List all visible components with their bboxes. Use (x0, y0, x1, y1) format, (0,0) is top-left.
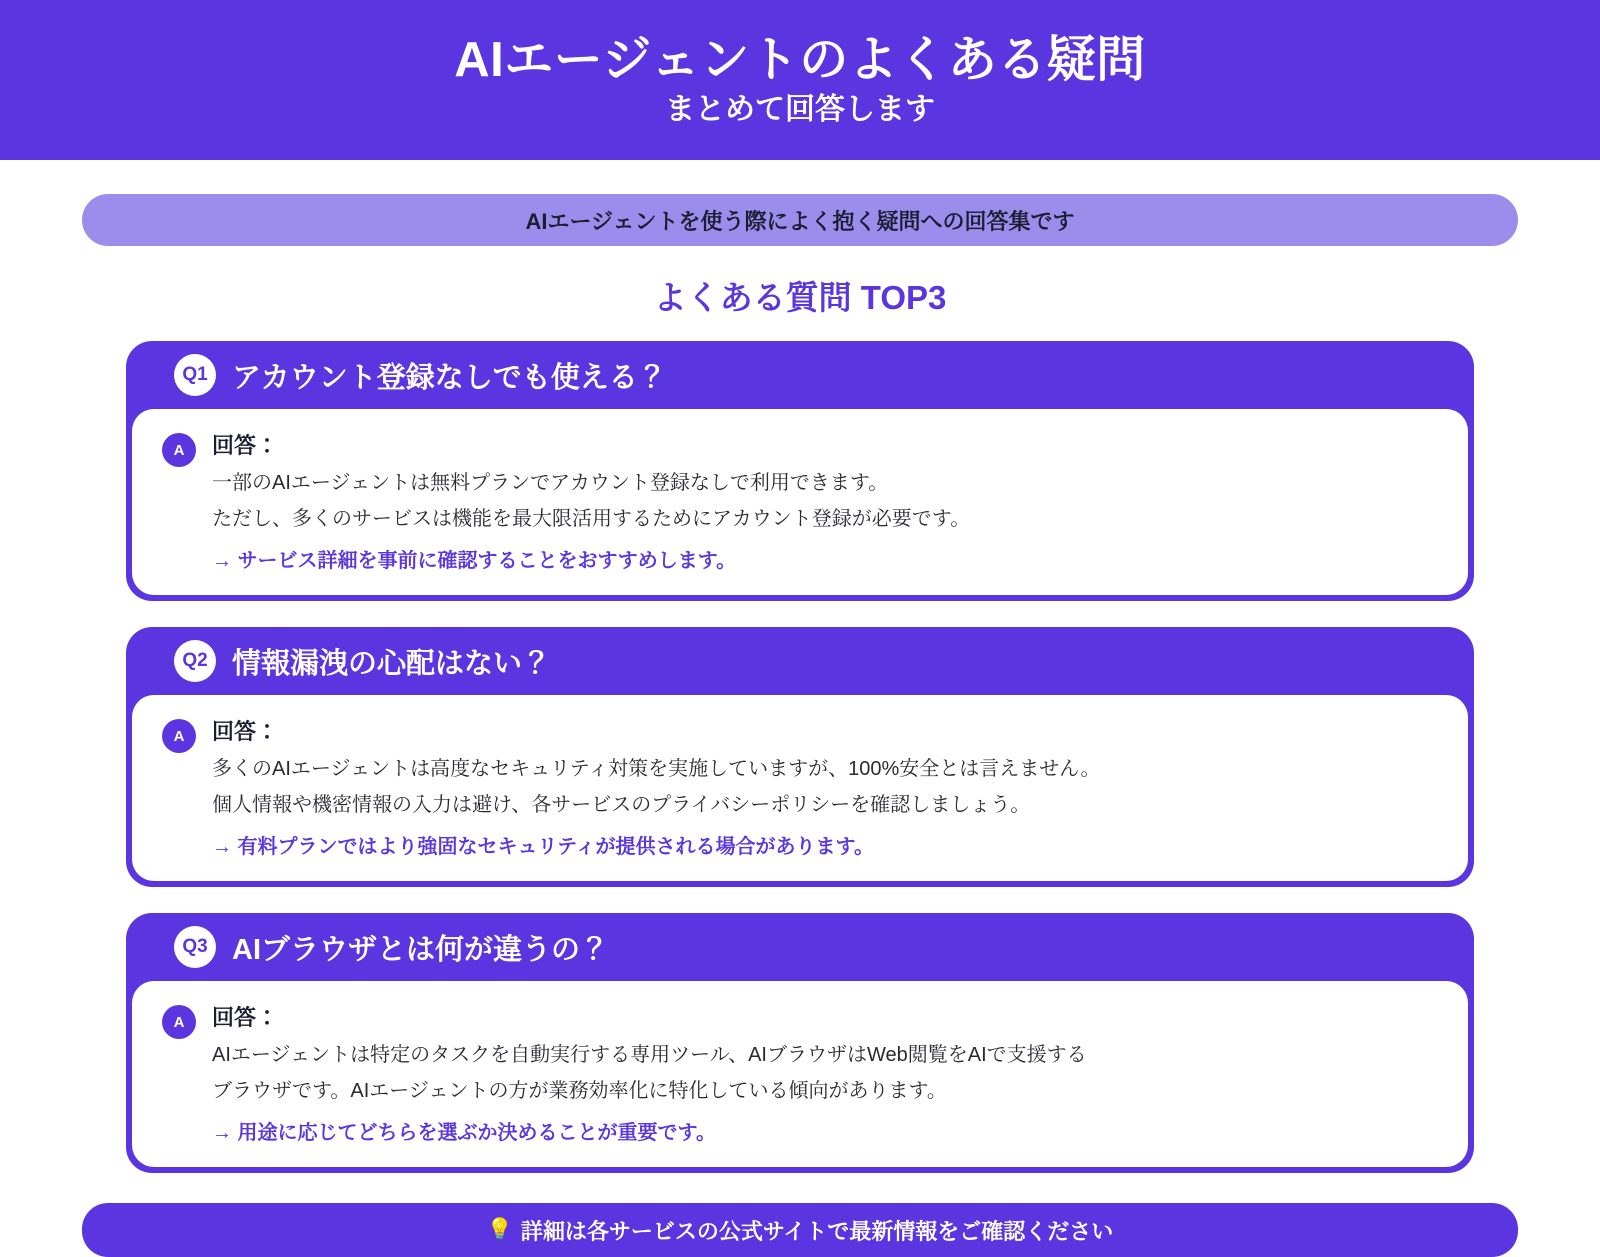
page-header (0, 0, 1600, 160)
answer-line: 一部のAIエージェントは無料プランでアカウント登録なしで利用できます。 (212, 472, 889, 494)
intro-banner (82, 194, 1518, 246)
footer-banner (82, 1203, 1518, 1257)
answer-line: 個人情報や機密情報の入力は避け、各サービスのプライバシーポリシーを確認しましょう。 (212, 794, 1031, 816)
answer-badge: A (162, 1005, 196, 1039)
footer-text: 詳細は各サービスの公式サイトで最新情報をご確認ください (520, 1218, 1114, 1244)
question-badge: Q1 (174, 354, 216, 396)
intro-banner-text: AIエージェントを使う際によく抱く疑問への回答集です (525, 208, 1075, 234)
faq-list (82, 341, 1518, 1173)
section-title: よくある質問 TOP3 (653, 279, 947, 316)
faq-answer-panel (132, 409, 1468, 595)
page-subtitle: まとめて回答します (665, 93, 935, 127)
question-text: 情報漏洩の心配はない？ (232, 647, 552, 680)
faq-question-row[interactable] (126, 341, 1474, 409)
answer-badge: A (162, 719, 196, 753)
faq-question-row[interactable] (126, 913, 1474, 981)
page-title: AIエージェントのよくある疑問 (454, 32, 1146, 87)
question-text: アカウント登録なしでも使える？ (232, 361, 667, 394)
faq-question-row[interactable] (126, 627, 1474, 695)
answer-note: → 用途に応じてどちらを選ぶか決めることが重要です。 (212, 1122, 716, 1144)
answer-label: 回答： (212, 433, 279, 458)
answer-line: AIエージェントは特定のタスクを自動実行する専用ツール、AIブラウザはWeb閲覧をAIで支援する (212, 1044, 1087, 1066)
answer-line: ただし、多くのサービスは機能を最大限活用するためにアカウント登録が必要です。 (212, 508, 971, 530)
answer-line: 多くのAIエージェントは高度なセキュリティ対策を実施していますが、100%安全とは言えません。 (212, 758, 1101, 780)
answer-note: → 有料プランではより強固なセキュリティが提供される場合があります。 (212, 836, 874, 858)
page-body (0, 160, 1600, 1173)
faq-item[interactable] (126, 627, 1474, 887)
answer-content (212, 429, 970, 573)
question-text: AIブラウザとは何が違うの？ (232, 933, 610, 966)
question-badge: Q2 (174, 640, 216, 682)
answer-label: 回答： (212, 1005, 279, 1030)
faq-item[interactable] (126, 341, 1474, 601)
answer-content (212, 1001, 1087, 1145)
faq-answer-panel (132, 695, 1468, 881)
answer-line: ブラウザです。AIエージェントの方が業務効率化に特化している傾向があります。 (212, 1080, 947, 1102)
lightbulb-icon: 💡 (486, 1218, 513, 1241)
answer-label: 回答： (212, 719, 279, 744)
answer-content (212, 715, 1100, 859)
question-badge: Q3 (174, 926, 216, 968)
faq-answer-panel (132, 981, 1468, 1167)
faq-item[interactable] (126, 913, 1474, 1173)
answer-note: → サービス詳細を事前に確認することをおすすめします。 (212, 550, 737, 572)
answer-badge: A (162, 433, 196, 467)
